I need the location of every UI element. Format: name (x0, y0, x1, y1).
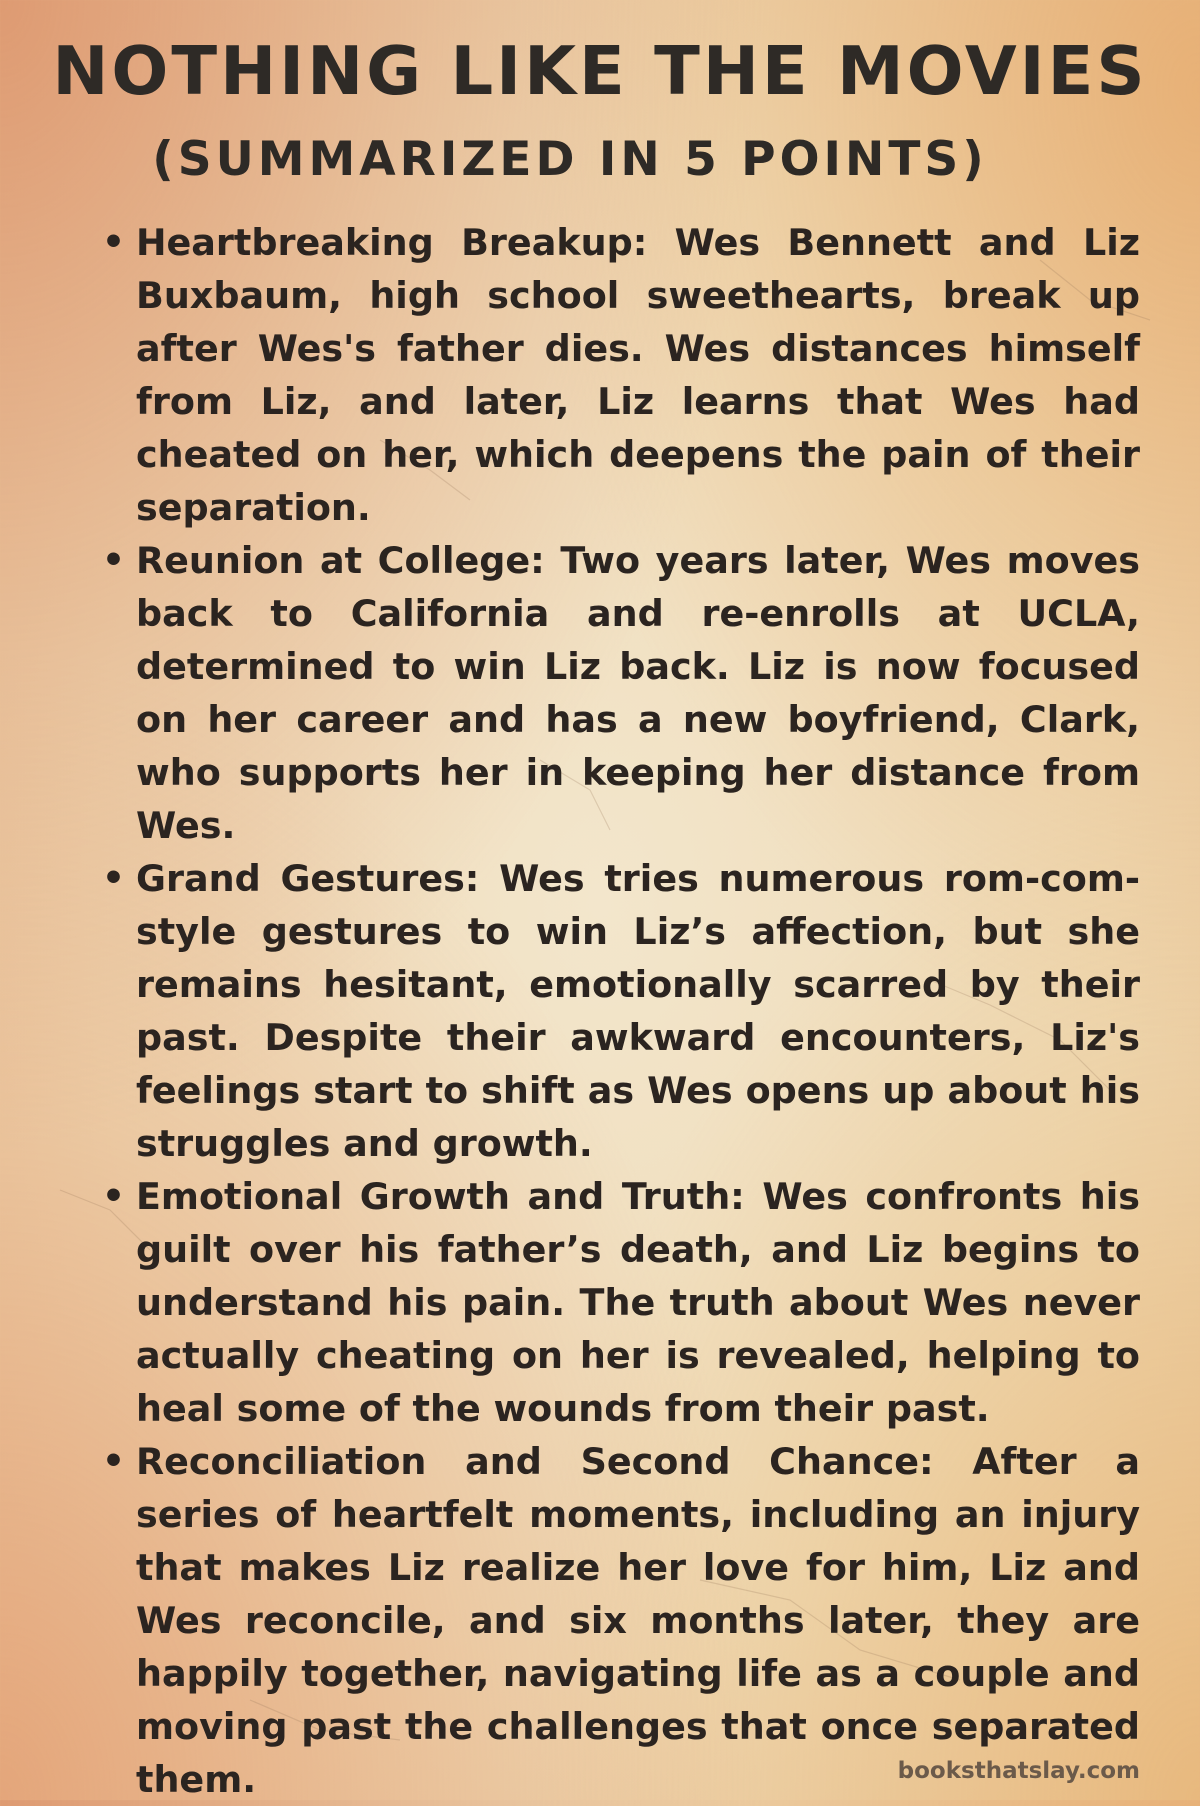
bullet-icon: • (102, 1441, 126, 1482)
bullet-icon: • (102, 858, 126, 899)
bullet-icon: • (102, 222, 126, 263)
site-watermark: booksthatslay.com (897, 1758, 1140, 1784)
page-title: NOTHING LIKE THE MOVIES (52, 32, 1148, 110)
summary-list (96, 216, 1140, 1806)
summary-point (96, 1435, 1140, 1806)
point-text: Grand Gestures: Wes tries numerous rom-com-style gestures to win Liz’s affection, but she remains hesitant, emotionally scarred by their past. Despite their awkward encounters, Liz's feelings start to shift as Wes opens up about his struggles and growth. (136, 857, 1140, 1165)
page-subtitle: (SUMMARIZED IN 5 POINTS) (152, 132, 988, 187)
point-text: Reconciliation and Second Chance: After a series of heartfelt moments, including an injury that makes Liz realize her love for him, Liz and Wes reconcile, and six months later, they are happily together, navigating life as a couple and moving past the challenges that once separated them. (136, 1440, 1140, 1801)
summary-point (96, 534, 1140, 852)
bullet-icon: • (102, 540, 126, 581)
summary-point (96, 1170, 1140, 1435)
point-text: Emotional Growth and Truth: Wes confronts his guilt over his father’s death, and Liz begins to understand his pain. The truth about Wes never actually cheating on her is revealed, helping to heal some of the wounds from their past. (136, 1175, 1140, 1430)
point-text: Reunion at College: Two years later, Wes moves back to California and re-enrolls at UCLA, determined to win Liz back. Liz is now focused on her career and has a new boyfriend, Clark, who supports her in keeping her distance from Wes. (136, 539, 1140, 847)
point-text: Heartbreaking Breakup: Wes Bennett and Liz Buxbaum, high school sweethearts, break up after Wes's father dies. Wes distances himself from Liz, and later, Liz learns that Wes had cheated on her, which deepens the pain of their separation. (136, 221, 1140, 529)
summary-point (96, 852, 1140, 1170)
summary-point (96, 216, 1140, 534)
bullet-icon: • (102, 1176, 126, 1217)
